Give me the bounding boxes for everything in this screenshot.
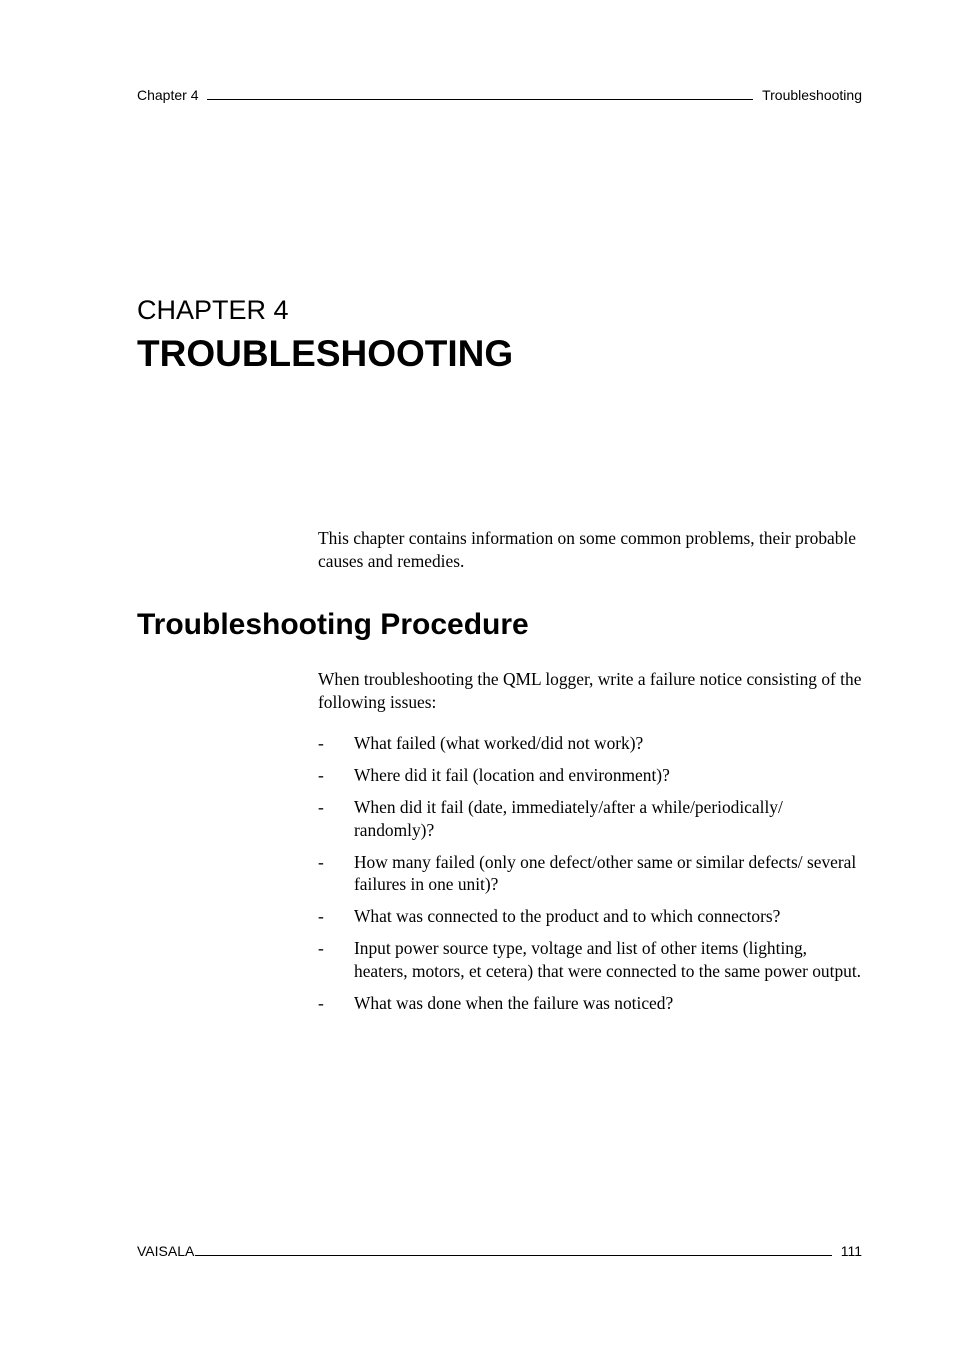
- list-item-text: What failed (what worked/did not work)?: [354, 733, 644, 753]
- page-number: 111: [840, 1243, 862, 1259]
- header-chapter: Chapter 4: [137, 87, 199, 103]
- chapter-title: TROUBLESHOOTING: [137, 333, 514, 374]
- chapter-label: CHAPTER 4: [137, 295, 289, 325]
- list-item: [318, 796, 863, 841]
- list-bullet: -: [318, 797, 324, 817]
- list-bullet: -: [318, 992, 324, 1013]
- footer-rule: [195, 1255, 831, 1256]
- list-bullet: -: [318, 733, 324, 753]
- list-item-text: When did it fail (date, immediately/after a while/periodically/ randomly)?: [354, 797, 783, 840]
- list-bullet: -: [318, 765, 324, 785]
- list-item-text: What was done when the failure was noticed?: [354, 992, 674, 1013]
- list-bullet: -: [318, 906, 324, 926]
- section-title: Troubleshooting Procedure: [137, 608, 529, 641]
- list-item: [318, 851, 863, 896]
- list-item-text: Where did it fail (location and environment)?: [354, 765, 670, 785]
- list-item-text: Input power source type, voltage and list of other items (lighting, heaters, motors, et cetera) that were connected to the same power output.: [354, 938, 862, 981]
- header-section: Troubleshooting: [762, 87, 862, 103]
- page-footer: [137, 1243, 862, 1259]
- list-item: [318, 905, 863, 928]
- intro-paragraph: This chapter contains information on some common problems, their probable causes and remedies.: [318, 528, 857, 571]
- list-item-text: How many failed (only one defect/other same or similar defects/ several failures in one unit)?: [354, 851, 857, 894]
- failure-notice-list: [318, 732, 863, 1024]
- header-rule: [207, 99, 753, 100]
- list-item-text: What was connected to the product and to which connectors?: [354, 906, 781, 926]
- list-item: [318, 764, 863, 787]
- list-item: [318, 937, 863, 982]
- footer-company: VAISALA: [137, 1243, 195, 1259]
- page-header: [137, 87, 862, 103]
- list-bullet: -: [318, 851, 324, 872]
- section-paragraph: When troubleshooting the QML logger, write a failure notice consisting of the following issues:: [318, 669, 862, 712]
- list-bullet: -: [318, 938, 324, 958]
- list-item: [318, 992, 863, 1015]
- list-item: [318, 732, 863, 755]
